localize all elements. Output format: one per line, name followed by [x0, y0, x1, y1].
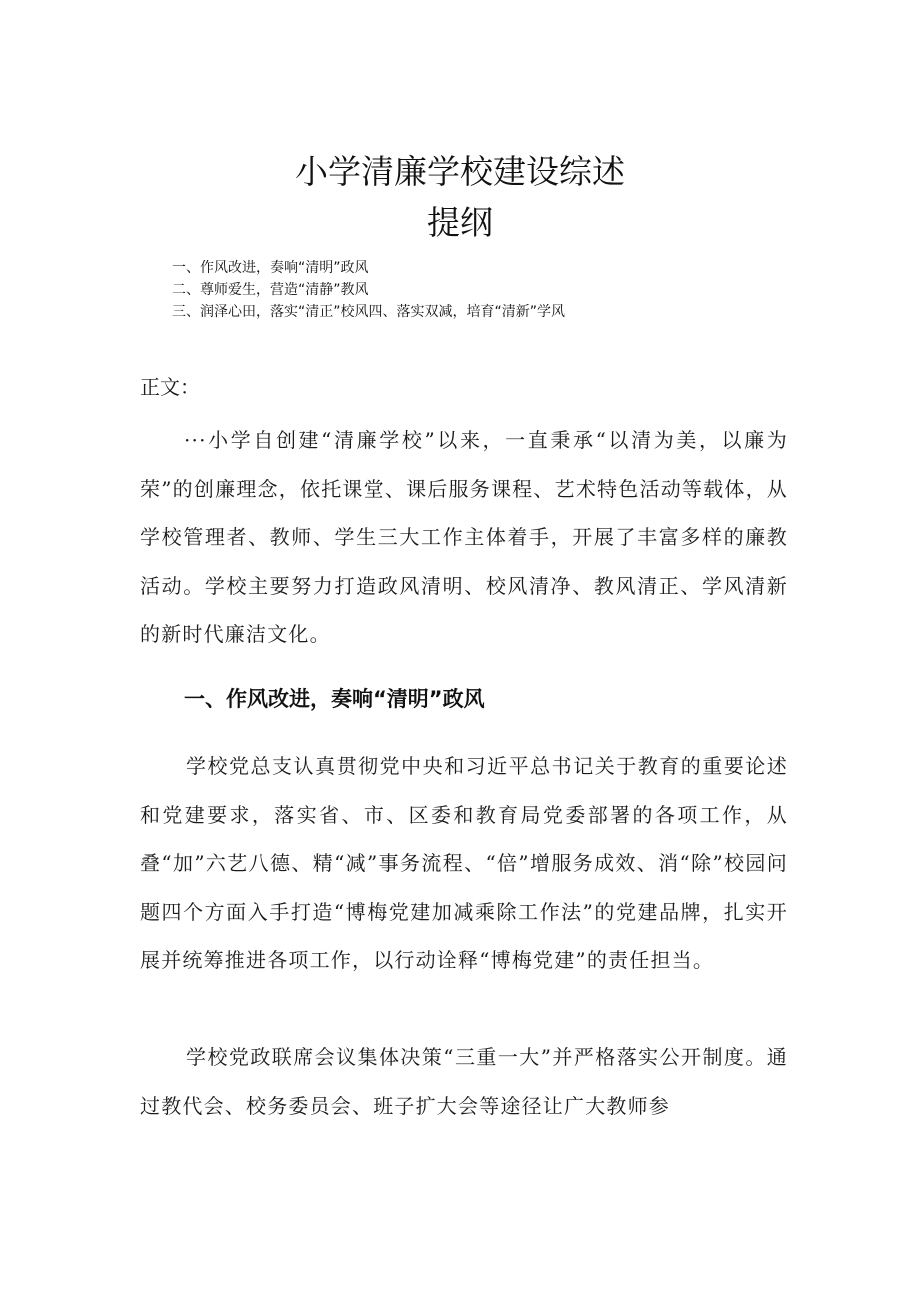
outline-item: 三、润泽心田，落实“清正”校风四、落实双减，培育“清新”学风: [172, 304, 566, 320]
document-subtitle: 提纲: [427, 203, 493, 242]
outline-list: [172, 257, 565, 323]
section-heading: 一、作风改进，奏响“清明”政风: [184, 687, 485, 711]
intro-paragraph: ···小学自创建“清廉学校”以来，一直秉承“以清为美，以廉为荣”的创廉理念，依托课堂、课后服务课程、艺术特色活动等载体，从学校管理者、教师、学生三大工作主体着手，开展了丰富多样的廉教活动。学校主要努力打造政风清明、校风清净、教风清正、学风清新的新时代廉洁文化。: [140, 428, 788, 646]
document-title: 小学清廉学校建设综述: [295, 152, 625, 191]
outline-item: 一、作风改进，奏响“清明”政风: [172, 260, 369, 276]
section-paragraph: 学校党政联席会议集体决策“三重一大”并严格落实公开制度。通过教代会、校务委员会、班子扩大会等途径让广大教师参: [140, 1045, 788, 1118]
section-paragraph: 学校党总支认真贯彻党中央和习近平总书记关于教育的重要论述和党建要求，落实省、市、区委和教育局党委部署的各项工作，从叠“加”六艺八德、精“减”事务流程、“倍”增服务成效、消“除”校园问题四个方面入手打造“博梅党建加减乘除工作法”的党建品牌，扎实开展并统筹推进各项工作，以行动诠释“博梅党建”的责任担当。: [140, 754, 788, 972]
body-label: 正文：: [140, 375, 200, 399]
outline-item: 二、尊师爱生，营造“清静”教风: [172, 282, 369, 298]
